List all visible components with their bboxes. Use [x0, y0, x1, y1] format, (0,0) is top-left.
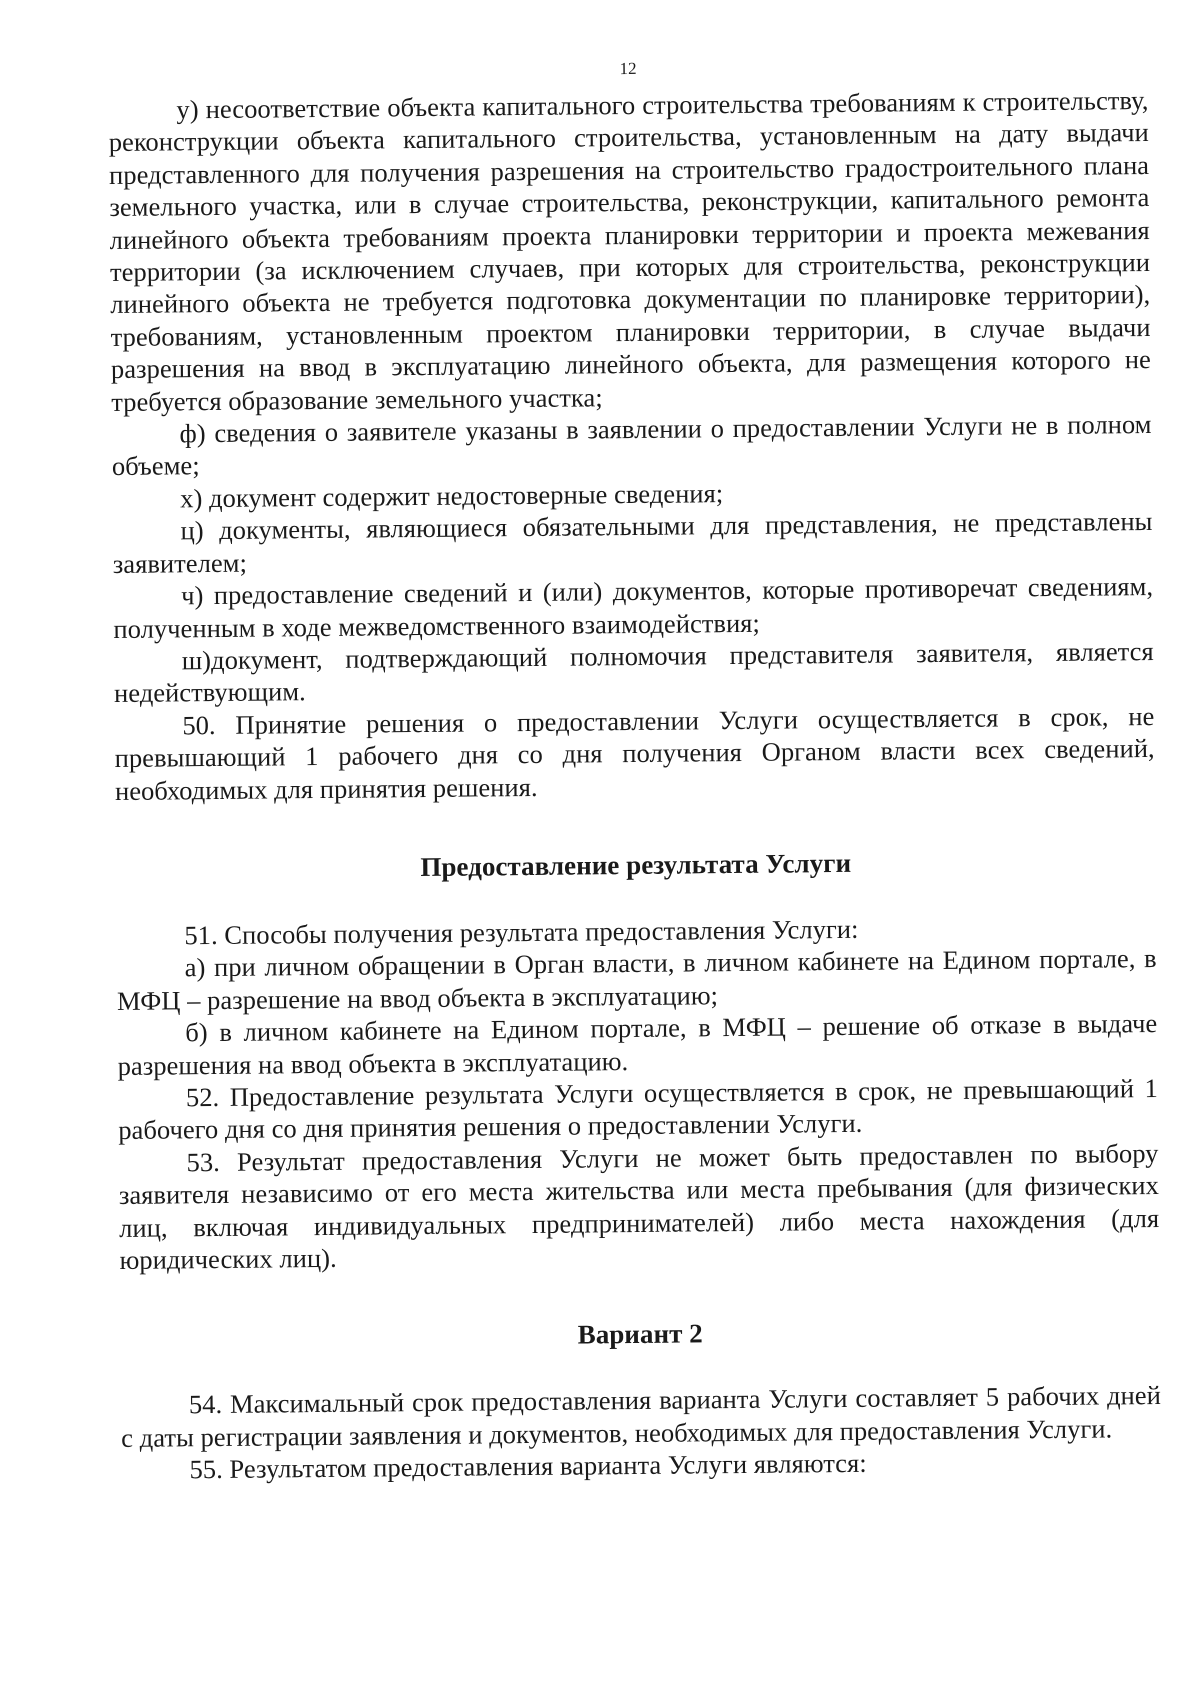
paragraph-item-u: у) несоответствие объекта капитального строительства требованиям к строительству, реконструкции объекта капитального строительства, установленным на дату выдачи представленного для получения разрешения на строительство градостроительного плана земельного участка, или в случае строительства, реконструкции, капитального ремонта линейного объекта требованиям проекта планировки территории и проекта межевания территории (за исключением случаев, при которых для строительства, реконструкции линейного объекта не требуется подготовка документации по планировке территории), требованиям, установленным проектом планировки территории, в случае выдачи разрешения на ввод в эксплуатацию линейного объекта, для размещения которого не требуется образование земельного участка;	[108, 85, 1152, 417]
paragraph-item-f: ф) сведения о заявителе указаны в заявлении о предоставлении Услуги не в полном объеме;	[111, 409, 1152, 482]
paragraph-item-ch: ч) предоставление сведений и (или) документов, которые противоречат сведениям, полученным в ходе межведомственного взаимодействия;	[113, 571, 1154, 644]
paragraph-51-b: б) в личном кабинете на Едином портале, в МФЦ – решение об отказе в выдаче разрешения на ввод объекта в эксплуатацию.	[117, 1008, 1158, 1081]
document-page	[108, 52, 1162, 1487]
paragraph-item-sh: ш)документ, подтверждающий полномочия представителя заявителя, является недействующим.	[113, 635, 1154, 709]
paragraph-item-ts: ц) документы, являющиеся обязательными для представления, не представлены заявителем;	[112, 506, 1153, 579]
section-heading-variant-2: Вариант 2	[577, 1318, 703, 1350]
page-number: 12	[619, 58, 637, 79]
paragraph-52: 52. Предоставление результата Услуги осуществляется в срок, не превышающий 1 рабочего дня со дня принятия решения о предоставлении Услуги.	[118, 1072, 1159, 1146]
paragraph-55: 55. Результатом предоставления варианта Услуги являются:	[189, 1448, 867, 1485]
paragraph-51-a: а) при личном обращении в Орган власти, в личном кабинете на Едином портале, в МФЦ – разрешение на ввод объекта в эксплуатацию;	[116, 943, 1157, 1016]
paragraph-item-kh: х) документ содержит недостоверные сведения;	[180, 477, 724, 514]
section-heading-result: Предоставление результата Услуги	[420, 847, 852, 882]
paragraph-53: 53. Результат предоставления Услуги не может быть предоставлен по выбору заявителя независимо от его места жительства или места пребывания (для физических лиц, включая индивидуальных предпринимателей) либо места нахождения (для юридических лиц).	[118, 1137, 1160, 1275]
paragraph-54: 54. Максимальный срок предоставления варианта Услуги составляет 5 рабочих дней с даты регистрации заявления и документов, необходимых для предоставления Услуги.	[121, 1380, 1161, 1453]
paragraph-51: 51. Способы получения результата предоставления Услуги:	[184, 913, 859, 951]
paragraph-50: 50. Принятие решения о предоставлении Услуги осуществляется в срок, не превышающий 1 рабочего дня со дня получения Органом власти всех сведений, необходимых для принятия решения.	[114, 700, 1155, 806]
